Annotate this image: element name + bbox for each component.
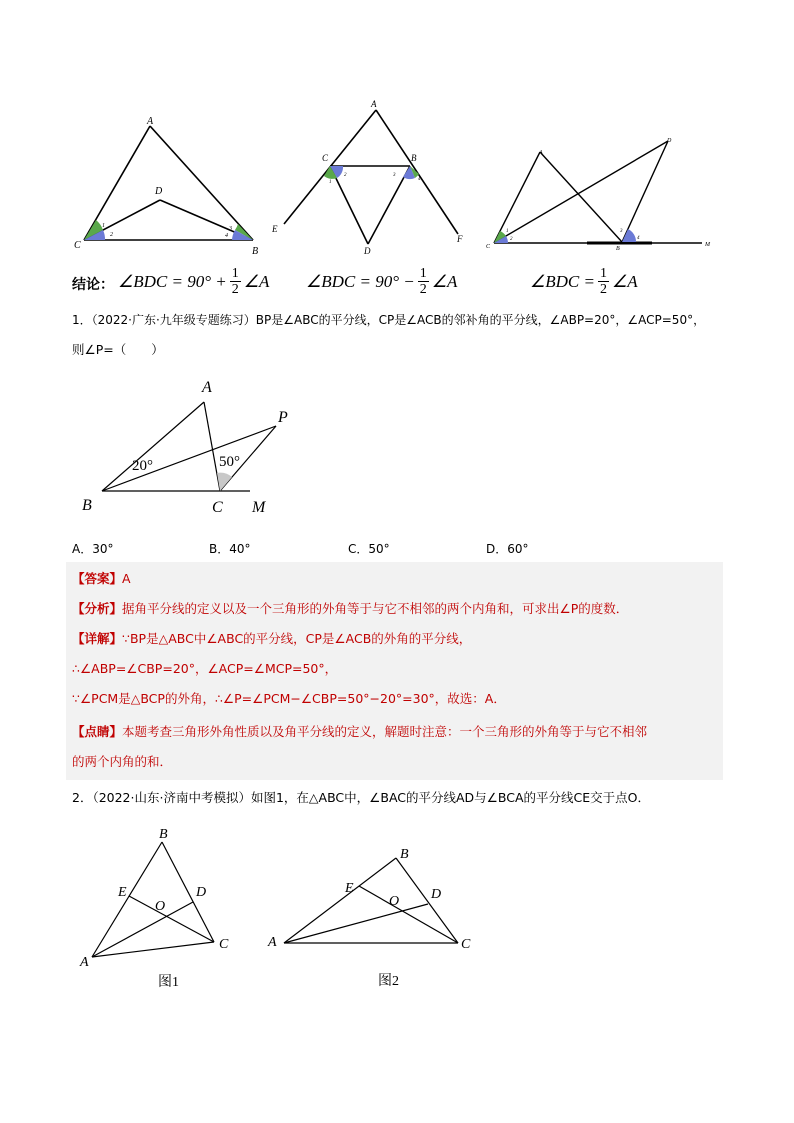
answer-box: [66, 562, 723, 780]
caption-fig2: 图2: [378, 974, 399, 989]
label-D: D: [155, 186, 163, 197]
label-O: O: [155, 899, 166, 914]
label-D: D: [667, 138, 672, 144]
option-b[interactable]: B．40°: [209, 542, 251, 556]
label-A: A: [80, 955, 89, 970]
answer-line: 【答案】A: [72, 571, 131, 586]
comment-line-2: 的两个内角的和．: [72, 754, 173, 769]
label-E: E: [345, 881, 354, 896]
option-c[interactable]: C．50°: [348, 542, 390, 556]
top-figure-2: [272, 96, 472, 256]
formula-3: ∠BDC = $\frac{1}{2}$ ∠A: [530, 266, 638, 297]
top-figure-3: [482, 130, 722, 255]
label-1: 1: [102, 223, 105, 229]
label-D: D: [431, 887, 442, 902]
label-E: E: [272, 224, 278, 234]
label-C: C: [486, 244, 491, 250]
question-2-figure-1: [72, 820, 242, 995]
question-1-line-1: 1．（2022·广东·九年级专题练习）BP是∠ABC的平分线，CP是∠ACB的邻补角的平分线，∠ABP=20°，∠ACP=50°，: [72, 313, 706, 327]
formula-1: ∠BDC = 90° + $\frac{1}{2}$ ∠A: [118, 266, 270, 297]
label-4: 4: [637, 236, 640, 241]
caption-fig1: 图1: [158, 975, 179, 990]
conclusion-label: 结论：: [72, 277, 114, 293]
question-1-figure: [72, 372, 312, 522]
label-A: A: [371, 99, 377, 109]
label-A: A: [147, 116, 154, 127]
question-2-line-1: 2．（2022·山东·济南中考模拟）如图1，在△ABC中，∠BAC的平分线AD与∠BCA的平分线CE交于点O．: [72, 790, 650, 805]
label-B: B: [82, 497, 92, 514]
label-P: P: [278, 409, 288, 426]
label-D: D: [196, 885, 207, 900]
label-C: C: [219, 937, 229, 952]
label-M: M: [705, 242, 710, 248]
label-3: 3: [393, 173, 396, 178]
label-E: E: [118, 885, 127, 900]
label-2: 2: [510, 237, 513, 242]
analysis-line: 【分析】据角平分线的定义以及一个三角形的外角等于与它不相邻的两个内角和，可求出∠P的度数．: [72, 601, 629, 616]
label-B: B: [400, 847, 409, 862]
label-2: 2: [110, 232, 113, 238]
label-D: D: [364, 246, 371, 256]
label-1: 1: [329, 180, 332, 185]
detail-line-2: ∴∠ABP=∠CBP=20°，∠ACP=∠MCP=50°，: [72, 661, 338, 676]
angle-label-50: 50°: [219, 454, 240, 470]
label-B: B: [159, 827, 168, 842]
label-A: A: [202, 379, 212, 396]
label-B: B: [252, 246, 259, 257]
angle-label-20: 20°: [132, 458, 153, 474]
question-1-line-2: 则∠P=（ ）: [72, 342, 164, 357]
top-figure-1: [72, 112, 272, 262]
label-C: C: [212, 499, 223, 516]
label-B: B: [616, 246, 620, 252]
label-1: 1: [506, 229, 509, 234]
label-C: C: [322, 153, 329, 163]
label-B: B: [411, 153, 417, 163]
label-3: 3: [620, 229, 623, 234]
conclusion-row: [72, 262, 732, 306]
label-A: A: [268, 935, 277, 950]
label-O: O: [389, 894, 400, 909]
label-4: 4: [225, 233, 228, 239]
option-a[interactable]: A．30°: [72, 542, 114, 556]
label-C: C: [74, 240, 81, 251]
option-d[interactable]: D．60°: [486, 542, 529, 556]
label-2: 2: [344, 173, 347, 178]
label-4: 4: [418, 177, 421, 182]
label-3: 3: [229, 226, 232, 232]
question-2-figure-2: [262, 836, 482, 996]
angle-mark-4: [622, 229, 636, 242]
detail-line-3: ∵∠PCM是△BCP的外角，∴∠P=∠PCM−∠CBP=50°−20°=30°，故选：A．: [72, 691, 506, 706]
comment-line-1: 【点睛】本题考查三角形外角性质以及角平分线的定义，解题时注意：一个三角形的外角等于与它不相邻: [72, 724, 648, 739]
label-C: C: [461, 937, 471, 952]
detail-line-1: 【详解】∵BP是△ABC中∠ABC的平分线，CP是∠ACB的外角的平分线，: [72, 631, 472, 646]
label-F: F: [457, 234, 463, 244]
label-M: M: [252, 499, 266, 516]
formula-2: ∠BDC = 90° − $\frac{1}{2}$ ∠A: [306, 266, 458, 297]
label-A: A: [539, 150, 543, 156]
